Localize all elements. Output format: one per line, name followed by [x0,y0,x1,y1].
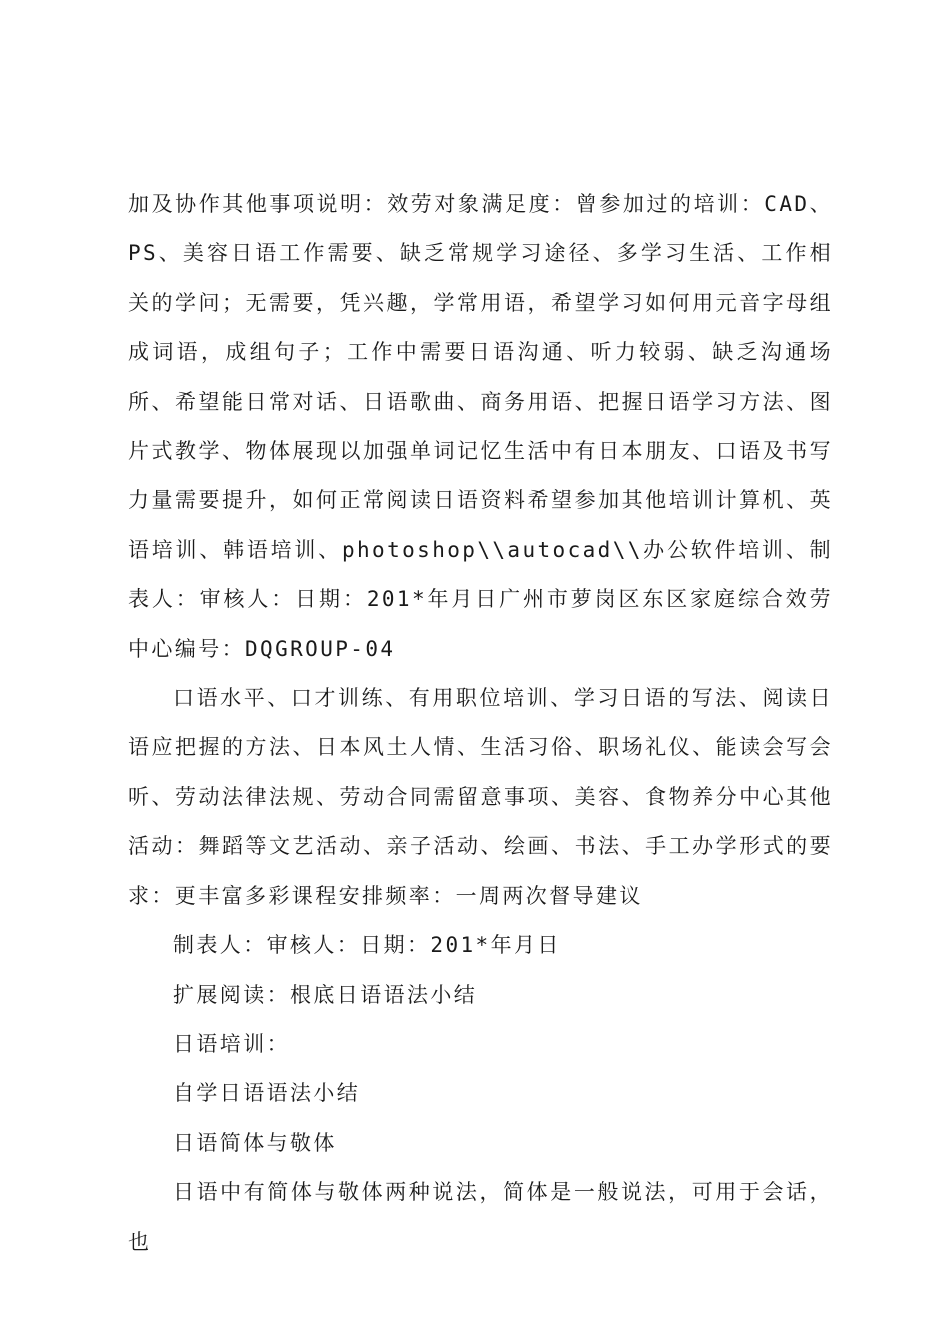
paragraph-japanese-training: 日语培训： [173,1031,290,1056]
paragraph-signature-line: 制表人：审核人：日期：201*年月日 [173,933,561,958]
document-body [128,180,833,1267]
paragraph-extended-reading: 扩展阅读：根底日语语法小结 [173,982,478,1007]
paragraph-training-survey: 加及协作其他事项说明：效劳对象满足度：曾参加过的培训：CAD、PS、美容日语工作需要、缺乏常规学习途径、多学习生活、工作相关的学问；无需要，凭兴趣，学常用语，希望学习如何用元音字母组成词语，成组句子；工作中需要日语沟通、听力较弱、缺乏沟通场所、希望能日常对话、日语歌曲、商务用语、把握日语学习方法、图片式教学、物体展现以加强单词记忆生活中有日本朋友、口语及书写力量需要提升，如何正常阅读日语资料希望参加其他培训计算机、英语培训、韩语培训、photoshop\\autocad\\办公软件培训、制表人：审核人：日期：201*年月日广州市萝岗区东区家庭综合效劳中心编号：DQGROUP-04 [128,192,833,661]
paragraph-plain-polite-intro: 日语中有简体与敬体两种说法，简体是一般说法，可用于会话，也 [128,1180,833,1254]
section-heading-plain-polite: 日语简体与敬体 [173,1130,337,1155]
paragraph-grammar-summary: 自学日语语法小结 [173,1081,361,1106]
paragraph-course-requirements: 口语水平、口才训练、有用职位培训、学习日语的写法、阅读日语应把握的方法、日本风土人情、生活习俗、职场礼仪、能读会写会听、劳动法律法规、劳动合同需留意事项、美容、食物养分中心其他活动：舞蹈等文艺活动、亲子活动、绘画、书法、手工办学形式的要求：更丰富多彩课程安排频率：一周两次督导建议 [128,686,833,908]
